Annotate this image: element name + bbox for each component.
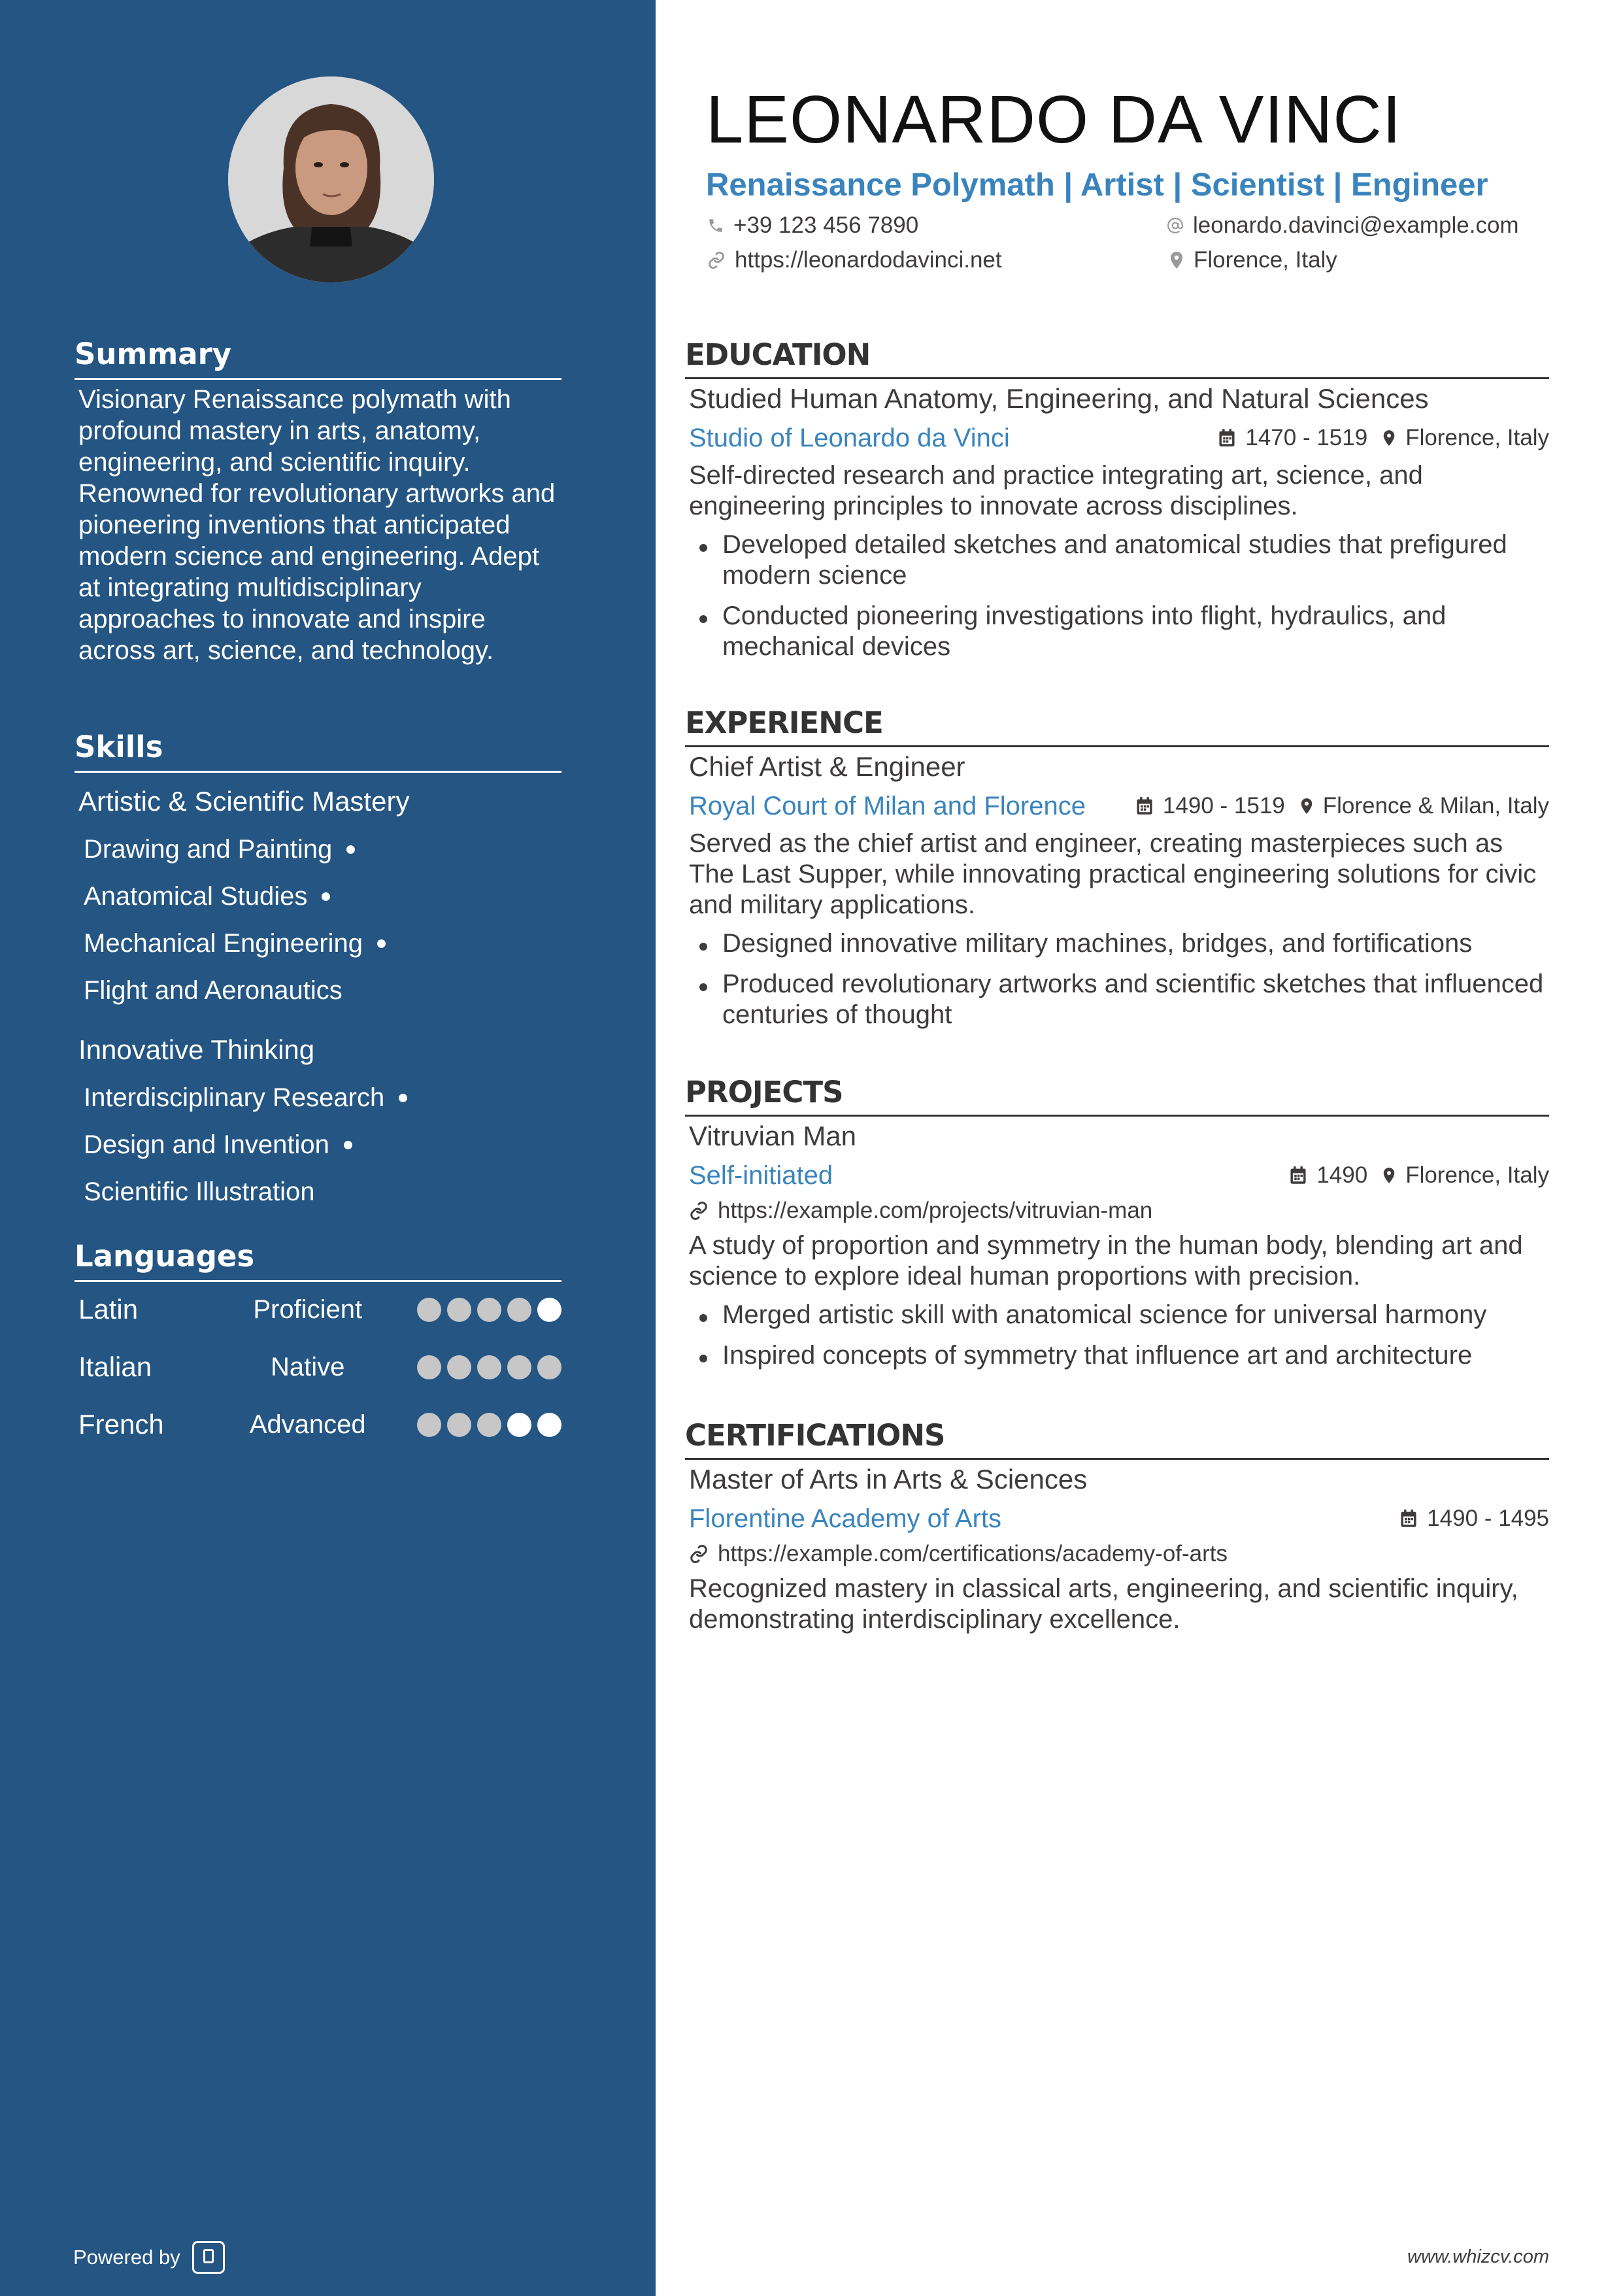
list-item: Developed detailed sketches and anatomical studies that prefigured modern science (685, 530, 1549, 591)
education-description: Self-directed research and practice integrating art, science, and engineering principles to innovate across disciplines. (689, 461, 1423, 520)
certification-meta (689, 1502, 1549, 1536)
list-item: Inspired concepts of symmetry that influence art and architecture (685, 1340, 1549, 1371)
rating-dot-icon (447, 1413, 471, 1437)
project-location: Florence, Italy (1405, 1162, 1549, 1188)
education-meta (689, 421, 1549, 455)
summary-title: Summary (75, 337, 232, 371)
project-bullets (685, 1300, 1549, 1371)
language-rating (417, 1413, 561, 1437)
experience-location: Florence & Milan, Italy (1322, 793, 1549, 819)
language-rating (417, 1355, 561, 1379)
contact-phone (707, 211, 918, 240)
bullet-dot-icon (377, 939, 386, 948)
certification-link (689, 1540, 1549, 1568)
experience-bullets (685, 928, 1549, 1030)
skill-label: Design and Invention (84, 1130, 329, 1159)
divider (685, 377, 1549, 379)
skill-item (84, 974, 561, 1007)
skill-item (84, 1081, 561, 1114)
education-title: EDUCATION (685, 337, 871, 372)
bullet-dot-icon (346, 845, 355, 854)
whizcv-logo-icon (192, 2241, 225, 2274)
project-description: A study of proportion and symmetry in the human body, blending art and science to explore ideal human proportions with precision. (689, 1231, 1523, 1291)
experience-dates: 1490 - 1519 (1162, 793, 1285, 819)
divider (75, 378, 561, 380)
calendar-icon (1218, 428, 1236, 448)
certification-dates: 1490 - 1495 (1427, 1506, 1549, 1531)
calendar-icon (1289, 1166, 1307, 1185)
phone-text: +39 123 456 7890 (733, 212, 919, 238)
language-name: Italian (78, 1351, 152, 1382)
education-location: Florence, Italy (1405, 425, 1549, 450)
map-pin-icon (1382, 1166, 1396, 1185)
skill-label: Mechanical Engineering (84, 929, 363, 958)
project-org: Self-initiated (689, 1160, 833, 1190)
meta-right (1121, 793, 1549, 819)
skill-label: Flight and Aeronautics (84, 976, 343, 1005)
bullet-dot-icon (322, 892, 330, 901)
meta-right (1203, 425, 1549, 451)
skill-item (84, 880, 561, 913)
rating-dot-icon (477, 1355, 501, 1379)
rating-dot-icon (417, 1413, 441, 1437)
bullet-dot-icon (344, 1141, 352, 1149)
rating-dot-icon (477, 1298, 501, 1322)
languages-title: Languages (75, 1239, 255, 1274)
certification-url[interactable]: https://example.com/certifications/academy-of-arts (718, 1541, 1228, 1566)
skill-item (84, 833, 561, 866)
phone-icon (707, 217, 724, 234)
email-link[interactable]: leonardo.davinci@example.com (1193, 212, 1519, 238)
profile-photo (228, 76, 434, 282)
divider (75, 771, 561, 773)
rating-dot-icon (447, 1355, 471, 1379)
experience-meta (689, 789, 1549, 823)
link-icon (689, 1201, 709, 1221)
education-section (685, 335, 1549, 672)
sidebar (0, 0, 656, 2296)
rating-dot-icon (507, 1355, 531, 1379)
projects-title: PROJECTS (685, 1075, 843, 1109)
at-sign-icon (1167, 217, 1184, 234)
certifications-section (685, 1416, 1549, 1635)
rating-dot-icon (417, 1298, 441, 1322)
divider (685, 1458, 1549, 1460)
skill-label: Scientific Illustration (84, 1177, 315, 1206)
project-entry-title: Vitruvian Man (689, 1121, 857, 1151)
certification-entry-title: Master of Arts in Arts & Sciences (689, 1464, 1088, 1494)
footer-url[interactable]: www.whizcv.com (1407, 2246, 1549, 2267)
skills-section (75, 728, 561, 1208)
education-dates: 1470 - 1519 (1245, 425, 1368, 450)
projects-section (685, 1073, 1549, 1381)
contact-website (707, 246, 1002, 275)
education-entry-title: Studied Human Anatomy, Engineering, and Natural Sciences (689, 383, 1429, 414)
contact-location (1169, 246, 1337, 275)
rating-dot-icon (507, 1298, 531, 1322)
skills-title: Skills (75, 730, 163, 764)
map-pin-icon (1382, 429, 1396, 447)
rating-dot-icon (537, 1298, 561, 1322)
education-org: Studio of Leonardo da Vinci (689, 423, 1010, 452)
calendar-icon (1135, 796, 1154, 816)
experience-org: Royal Court of Milan and Florence (689, 791, 1086, 820)
powered-by-label: Powered by (73, 2246, 180, 2269)
skill-item (84, 1128, 561, 1161)
list-item: Merged artistic skill with anatomical science for universal harmony (685, 1300, 1549, 1330)
language-row (75, 1290, 561, 1329)
language-level: Proficient (253, 1294, 363, 1324)
divider (75, 1280, 561, 1282)
rating-dot-icon (537, 1355, 561, 1379)
rating-dot-icon (447, 1298, 471, 1322)
list-item: Produced revolutionary artworks and scientific sketches that influenced centuries of thought (685, 969, 1549, 1030)
bullet-dot-icon (399, 1094, 407, 1102)
skill-item (84, 927, 561, 960)
experience-title: EXPERIENCE (685, 705, 883, 740)
rating-dot-icon (537, 1413, 561, 1437)
link-icon (707, 251, 726, 269)
divider (685, 745, 1549, 747)
project-meta (689, 1158, 1549, 1192)
rating-dot-icon (507, 1413, 531, 1437)
contact-email (1167, 211, 1519, 240)
map-pin-icon (1169, 251, 1184, 269)
map-pin-icon (1299, 797, 1314, 815)
project-dates: 1490 (1316, 1162, 1368, 1188)
language-row (75, 1347, 561, 1387)
project-url[interactable]: https://example.com/projects/vitruvian-man (718, 1198, 1153, 1223)
summary-section (75, 335, 561, 666)
language-rating (417, 1298, 561, 1322)
meta-right (1275, 1162, 1549, 1189)
experience-section (685, 703, 1549, 1040)
rating-dot-icon (477, 1413, 501, 1437)
certification-org: Florentine Academy of Arts (689, 1504, 1002, 1533)
skill-label: Interdisciplinary Research (84, 1083, 385, 1112)
certification-description: Recognized mastery in classical arts, engineering, and scientific inquiry, demonstrating interdisciplinary excellence. (689, 1574, 1518, 1634)
summary-text: Visionary Renaissance polymath with profound mastery in arts, anatomy, engineering, and scientific inquiry. Renowned for revolutionary artworks and pioneering inventions that anticipated modern science and engineering. Adept at integrating multidisciplinary approaches to innovate and inspire across art, science, and technology. (78, 385, 556, 665)
language-level: Advanced (249, 1410, 366, 1439)
language-name: Latin (78, 1294, 139, 1325)
language-row (75, 1405, 561, 1444)
skill-group-name: Innovative Thinking (78, 1034, 315, 1065)
experience-description: Served as the chief artist and engineer, creating masterpieces such as The Last Supper, while innovating practical engineering solutions for civic and military applications. (689, 829, 1537, 919)
language-level: Native (271, 1352, 345, 1381)
skill-group-name: Artistic & Scientific Mastery (78, 786, 410, 817)
experience-entry-title: Chief Artist & Engineer (689, 751, 965, 782)
skill-label: Drawing and Painting (84, 835, 333, 864)
meta-right (1385, 1506, 1549, 1532)
languages-section (75, 1237, 561, 1444)
skill-item (84, 1175, 561, 1208)
divider (685, 1115, 1549, 1117)
calendar-icon (1399, 1509, 1418, 1528)
link-icon (689, 1544, 709, 1564)
list-item: Designed innovative military machines, bridges, and fortifications (685, 928, 1549, 959)
education-bullets (685, 530, 1549, 662)
candidate-name: LEONARDO DA VINCI (706, 82, 1402, 157)
headline: Renaissance Polymath | Artist | Scientist | Engineer (706, 167, 1488, 203)
language-name: French (78, 1409, 164, 1440)
list-item: Conducted pioneering investigations into flight, hydraulics, and mechanical devices (685, 601, 1549, 662)
location-text: Florence, Italy (1194, 247, 1337, 273)
website-link[interactable]: https://leonardodavinci.net (735, 247, 1002, 273)
certifications-title: CERTIFICATIONS (685, 1418, 945, 1453)
rating-dot-icon (417, 1355, 441, 1379)
project-link (689, 1196, 1549, 1225)
skill-label: Anatomical Studies (84, 882, 308, 911)
powered-by (73, 2241, 225, 2274)
